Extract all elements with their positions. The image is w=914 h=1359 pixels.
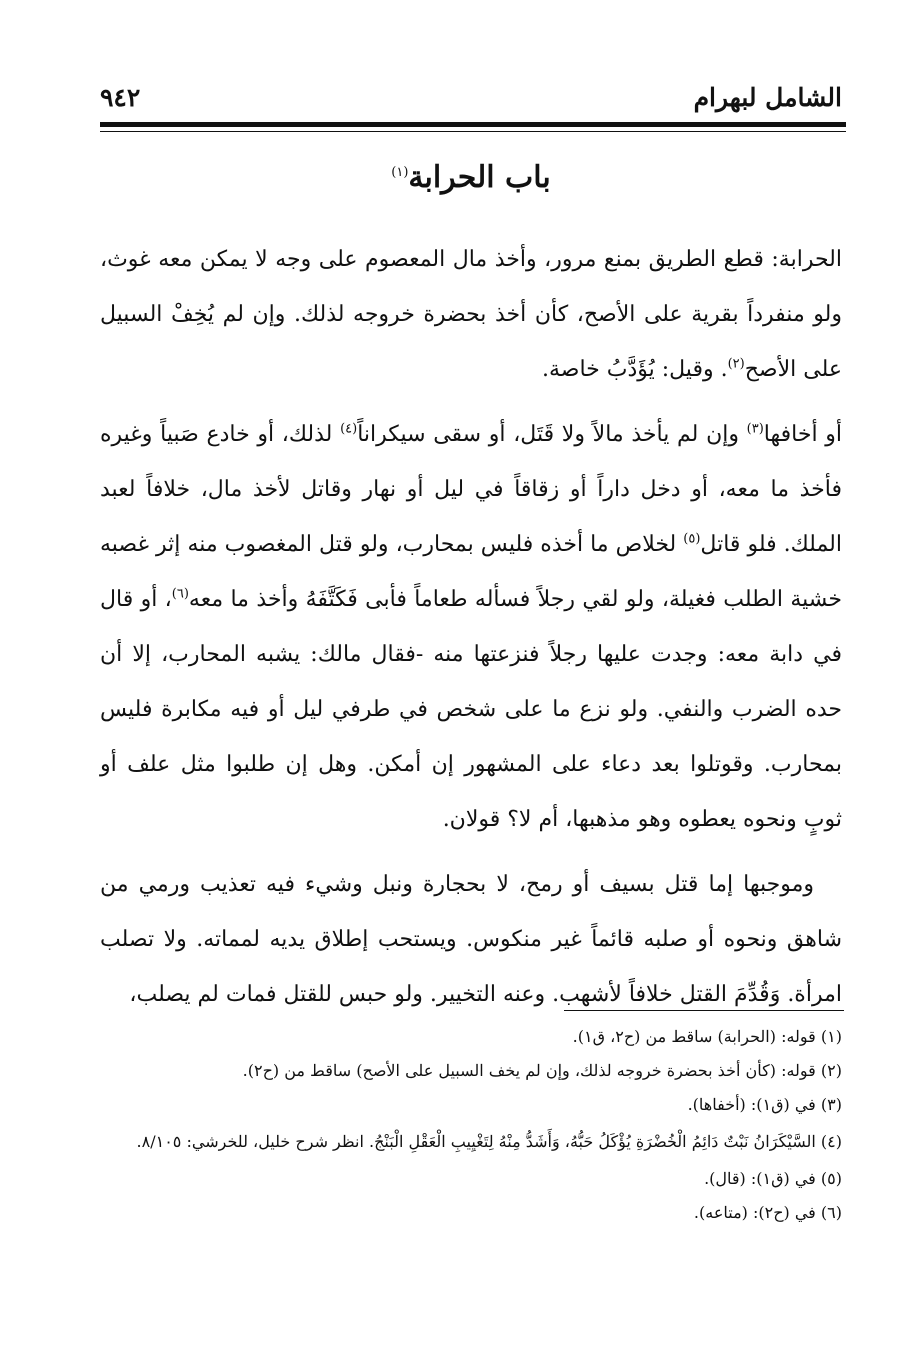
footnote-2: (٢) قوله: (كأن أخذ بحضرة خروجه لذلك، وإن لم يخف السبيل على الأصح) ساقط من (ح٢).: [242, 1061, 842, 1080]
footnote-mark: (٦): [171, 586, 189, 602]
footnote-mark: (٢): [727, 356, 745, 372]
footnote-mark: (٤): [340, 421, 358, 437]
footnote-6: (٦) في (ح٢): (متاعه).: [693, 1203, 842, 1222]
footnote-5: (٥) في (ق١): (قال).: [704, 1169, 842, 1188]
paragraph-text: ، أو قال في دابة معه: وجدت عليها رجلاً فنزعتها منه -فقال مالك: يشبه المحارب، إلا أن حده الضرب والنفي. ولو نزع ما على شخص في طرفي ليل أو فيه مكابرة فليس بمحارب. وقوتلوا بعد دعاء على المشهور إن أمكن. وهل إن طلبوا مثل علف أو ثوبٍ ونحوه يعطوه وهو مذهبها، أم لا؟ قولان.: [100, 587, 842, 832]
running-header: [100, 72, 842, 112]
paragraph-text: لخلاص ما أخذه فليس بمحارب، ولو قتل المغصوب منه إثر غصبه خشية الطلب فغيلة، ولو لقي رجلاً فسأله طعاماً فأبى فَكَتَّفَهُ وأخذ ما معه: [100, 532, 842, 612]
footnote-3: (٣) في (ق١): (أخفاها).: [687, 1095, 842, 1114]
chapter-title: [100, 160, 842, 195]
footnote-1: (١) قوله: (الحرابة) ساقط من (ح٢، ق١).: [572, 1027, 842, 1046]
header-rule-thick: [100, 122, 846, 127]
footnote-mark: (٥): [683, 531, 701, 547]
footnote-separator: [564, 1010, 844, 1011]
paragraph-punishment: [100, 857, 842, 1022]
footnotes: [100, 1020, 842, 1230]
footnote-mark: (٣): [746, 421, 764, 437]
footnote-4: (٤) السَّيْكَرَانُ نَبْتٌ دَائِمُ الْخُضْرَةِ يُؤْكَلُ حَبُّهُ، وَأَشَدُّ مِنْهُ لِتَغْيِيبِ الْعَقْلِ الْبَنْجُ. انظر شرح خليل، للخرشي: ٨/١٠٥.: [136, 1132, 842, 1151]
header-rule-thin: [100, 131, 846, 132]
chapter-title-text: باب الحرابة: [408, 160, 551, 195]
paragraph-text: الحرابة: قطع الطريق بمنع مرور، وأخذ مال المعصوم على وجه لا يمكن معه غوث، ولو منفرداً بقرية على الأصح، كأن أخذ بحضرة خروجه لذلك. وإن لم يُخِفْ السبيل على الأصح: [100, 247, 842, 382]
footnote-mark: (١): [391, 165, 409, 180]
paragraph-text: . وقيل: يُؤَدَّبُ خاصة.: [541, 357, 728, 382]
paragraph-text: وإن لم يأخذ مالاً ولا قَتَل، أو سقى سيكراناً: [357, 422, 747, 447]
main-text: [100, 232, 842, 1022]
paragraph-text: أو أخافها: [763, 422, 842, 447]
paragraph-definition: [100, 232, 842, 397]
page-number: ٩٤٢: [100, 83, 141, 112]
paragraph-text: وموجبها إما قتل بسيف أو رمح، لا بحجارة ونبل وشيء فيه تعذيب ورمي من شاهق ونحوه أو صلبه قائماً غير منكوس. ويستحب إطلاق يديه لمماته. ولا تصلب امرأة. وَقُدِّمَ القتل خلافاً لأشهب. وعنه التخيير. ولو حبس للقتل فمات لم يصلب،: [100, 872, 842, 1007]
paragraph-cases: [100, 407, 842, 847]
book-title: الشامل لبهرام: [693, 83, 842, 112]
paragraph-text: لذلك، أو خادع صَبياً وغيره فأخذ ما معه، أو دخل داراً أو زقاقاً في ليل أو نهار وقاتل لأخذ مال، خلافاً لعبد الملك. فلو قاتل: [100, 422, 842, 557]
